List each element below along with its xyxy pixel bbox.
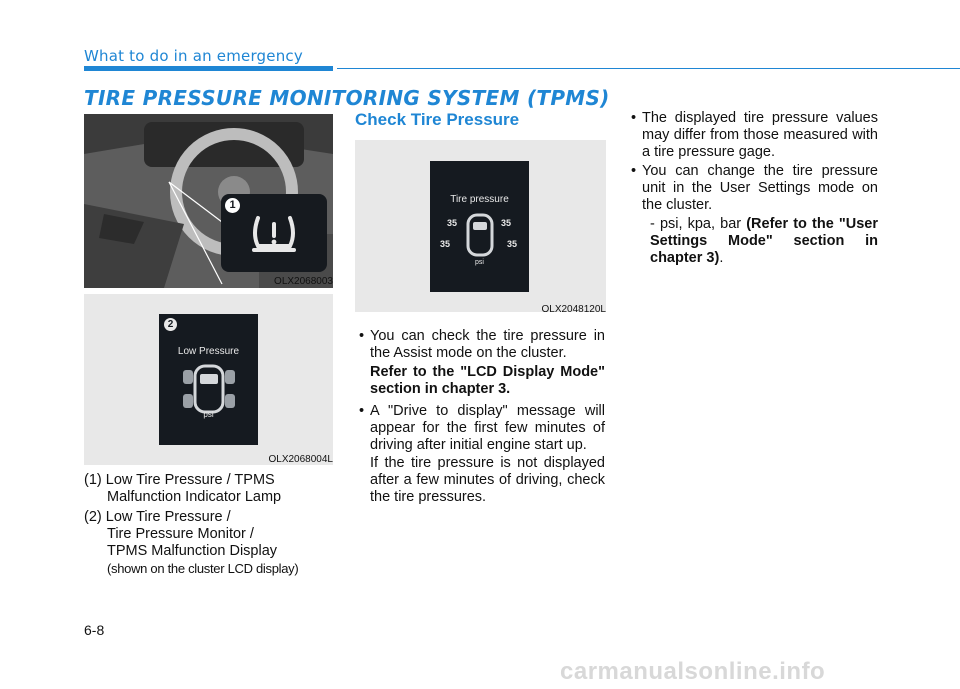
- check-bullet-2-more: If the tire pressure is not displayed after a few minutes of driving, check the tire pressures.: [370, 455, 605, 505]
- pressure-fr: 35: [501, 218, 512, 228]
- caption-2: (2) Low Tire Pressure / Tire Pressure Monitor / TPMS Malfunction Display (shown on the cluster LCD display): [84, 509, 299, 576]
- page-number: 6-8: [84, 622, 105, 638]
- car-top-icon: [179, 364, 239, 414]
- header-section-title: What to do in an emergency: [84, 47, 303, 65]
- check-bullet-1: You can check the tire pressure in the Assist mode on the cluster.: [370, 328, 605, 361]
- lcd-unit: psi: [475, 259, 484, 266]
- pressure-rl: 35: [440, 239, 451, 249]
- callout-badge: 2: [164, 318, 177, 331]
- callout-badge: 1: [225, 198, 240, 213]
- check-heading: Check Tire Pressure: [355, 110, 520, 129]
- watermark: carmanualsonline.info: [560, 658, 826, 685]
- page-title: TIRE PRESSURE MONITORING SYSTEM (TPMS): [84, 86, 610, 110]
- bullet-item: •: [359, 403, 365, 419]
- lcd-display: [430, 161, 529, 292]
- tpms-lamp-box: [221, 194, 327, 272]
- bullet-item: •: [631, 163, 637, 179]
- pressure-fl: 35: [447, 218, 458, 228]
- bullet-item: •: [631, 110, 637, 126]
- right-bullet-1: The displayed tire pressure values may differ from those measured with a tire pressure gage.: [642, 110, 878, 160]
- units-line: - psi, kpa, bar (Refer to the "User Settings Mode" section in chapter 3).: [650, 216, 879, 266]
- figure-code: OLX2068004L: [268, 454, 333, 465]
- pressure-rr: 35: [507, 239, 518, 249]
- header-rule-thin: [337, 68, 960, 69]
- check-bullet-1-ref: Refer to the "LCD Display Mode" section in chapter 3.: [370, 364, 605, 397]
- lcd-display: [159, 314, 258, 445]
- bullet-item: •: [359, 328, 365, 344]
- figure-code: OLX2048120L: [541, 304, 606, 315]
- dashboard-photo: [84, 114, 333, 288]
- figure-code: OLX2068003: [274, 276, 333, 287]
- tire-pressure-warning-icon: [250, 214, 298, 254]
- lcd-title: Low Pressure: [177, 346, 240, 357]
- caption-1: (1) Low Tire Pressure / TPMS Malfunction Indicator Lamp: [84, 472, 282, 505]
- check-bullet-2: A "Drive to display" message will appear for the first few minutes of driving after initial engine start up.: [370, 403, 605, 453]
- right-bullet-2: You can change the tire pressure unit in the User Settings mode on the cluster.: [642, 163, 878, 213]
- car-top-icon: [465, 213, 495, 259]
- low-pressure-figure: [84, 294, 333, 465]
- lcd-title: Tire pressure: [450, 194, 509, 205]
- header-rule-thick: [84, 66, 333, 71]
- lcd-unit: psi: [203, 410, 214, 419]
- tire-pressure-figure: [355, 140, 606, 312]
